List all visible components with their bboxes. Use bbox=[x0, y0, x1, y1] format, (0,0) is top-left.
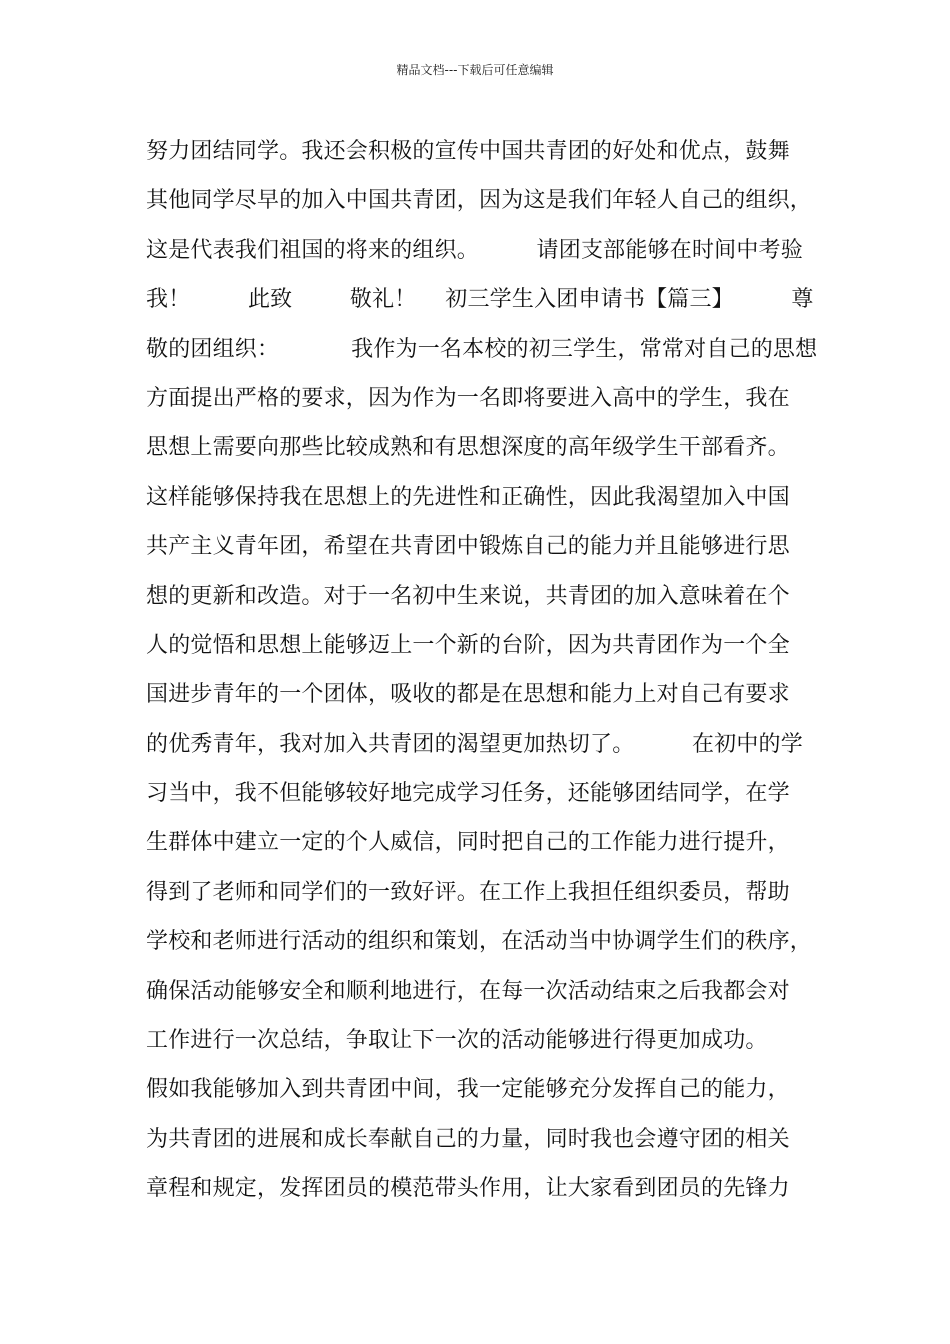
text-line: 方面提出严格的要求，因为作为一名即将要进入高中的学生，我在 bbox=[146, 385, 790, 411]
text-line: 学校和老师进行活动的组织和策划，在活动当中协调学生们的秩序， bbox=[146, 929, 813, 955]
text-line: 思想上需要向那些比较成熟和有思想深度的高年级学生干部看齐。 bbox=[146, 435, 790, 461]
text-line: 国进步青年的一个团体，吸收的都是在思想和能力上对自己有要求 bbox=[146, 682, 790, 708]
text-line: 生群体中建立一定的个人威信，同时把自己的工作能力进行提升， bbox=[146, 830, 790, 856]
text-line: 共产主义青年团，希望在共青团中锻炼自己的能力并且能够进行思 bbox=[146, 534, 790, 560]
text-line: 这样能够保持我在思想上的先进性和正确性，因此我渴望加入中国 bbox=[146, 484, 790, 510]
page-header: 精品文档---下载后可任意编辑 bbox=[396, 63, 554, 77]
text-line: 的优秀青年，我对加入共青团的渴望更加热切了。 在初中的学 bbox=[146, 731, 803, 757]
text-line: 确保活动能够安全和顺利地进行，在每一次活动结束之后我都会对 bbox=[146, 978, 790, 1004]
text-line: 得到了老师和同学们的一致好评。在工作上我担任组织委员，帮助 bbox=[146, 879, 790, 905]
text-line: 这是代表我们祖国的将来的组织。 请团支部能够在时间中考验 bbox=[146, 237, 803, 263]
text-line: 敬的团组织： 我作为一名本校的初三学生，常常对自己的思想 bbox=[146, 336, 818, 362]
text-line: 想的更新和改造。对于一名初中生来说，共青团的加入意味着在个 bbox=[146, 583, 790, 609]
text-line: 其他同学尽早的加入中国共青团，因为这是我们年轻人自己的组织， bbox=[146, 188, 813, 214]
text-line: 我！ 此致 敬礼！ 初三学生入团申请书【篇三】 尊 bbox=[146, 287, 814, 313]
text-line: 人的觉悟和思想上能够迈上一个新的台阶，因为共青团作为一个全 bbox=[146, 632, 790, 658]
text-line: 为共青团的进展和成长奉献自己的力量，同时我也会遵守团的相关 bbox=[146, 1126, 790, 1152]
text-line: 章程和规定，发挥团员的模范带头作用，让大家看到团员的先锋力 bbox=[146, 1176, 790, 1202]
text-line: 工作进行一次总结，争取让下一次的活动能够进行得更加成功。 bbox=[146, 1028, 768, 1054]
body-text bbox=[146, 134, 826, 1221]
text-line: 习当中，我不但能够较好地完成学习任务，还能够团结同学，在学 bbox=[146, 781, 790, 807]
text-line: 努力团结同学。我还会积极的宣传中国共青团的好处和优点，鼓舞 bbox=[146, 139, 790, 164]
text-line: 假如我能够加入到共青团中间，我一定能够充分发挥自己的能力， bbox=[146, 1077, 790, 1103]
